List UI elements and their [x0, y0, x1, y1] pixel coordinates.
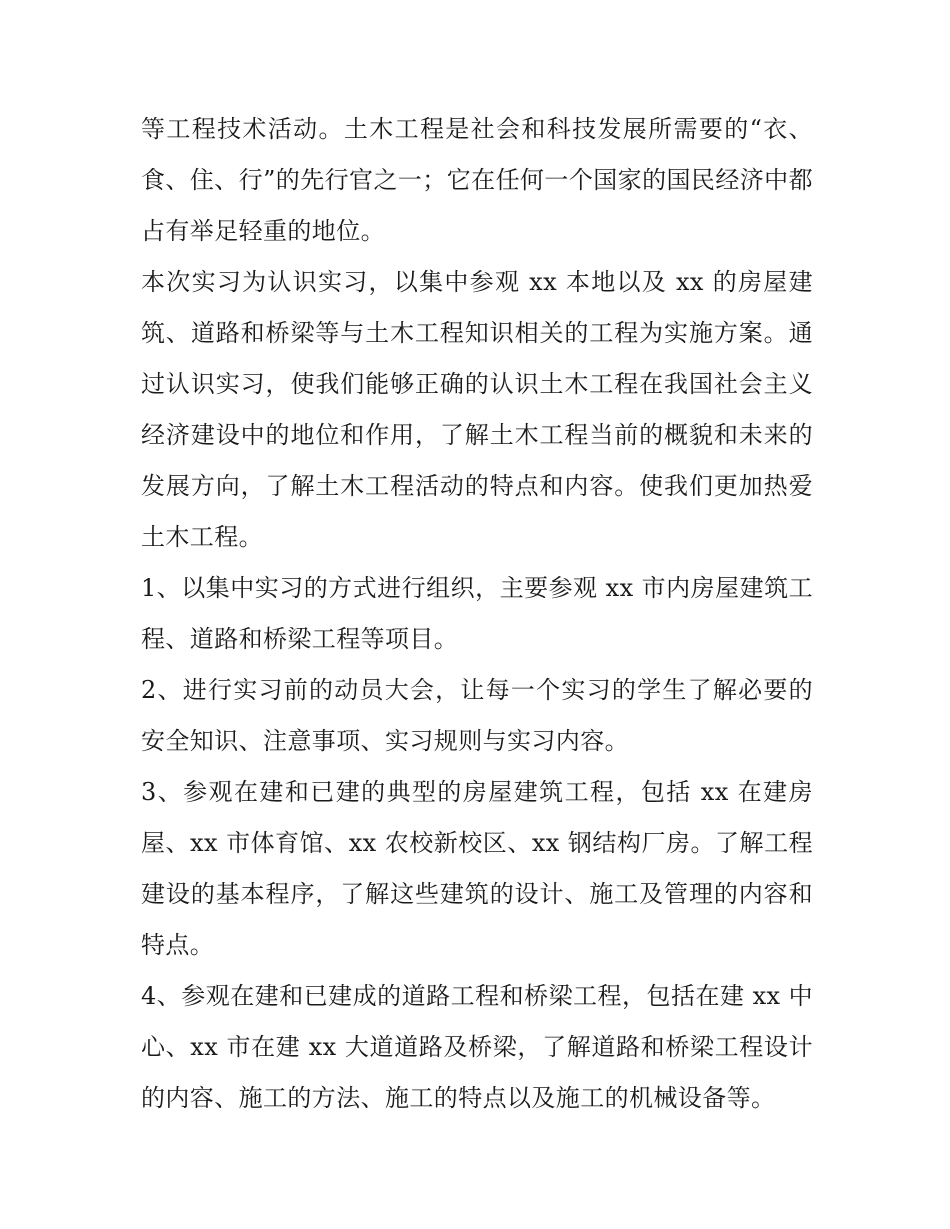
list-item-2: 2、进行实习前的动员大会，让每一个实习的学生了解必要的安全知识、注意事项、实习规则与实习内容。 — [141, 676, 813, 755]
list-item-1: 1、以集中实习的方式进行组织，主要参观 xx 市内房屋建筑工程、道路和桥梁工程等项目。 — [141, 574, 813, 653]
list-item-3: 3、参观在建和已建的典型的房屋建筑工程，包括 xx 在建房屋、xx 市体育馆、xx 农校新校区、xx 钢结构厂房。了解工程建设的基本程序，了解这些建筑的设计、施工及管理的内容和特点。 — [141, 778, 813, 959]
paragraph-internship-overview: 本次实习为认识实习，以集中参观 xx 本地以及 xx 的房屋建筑、道路和桥梁等与土木工程知识相关的工程为实施方案。通过认识实习，使我们能够正确的认识土木工程在我国社会主义经济建设中的地位和作用，了解土木工程当前的概貌和未来的发展方向，了解土木工程活动的特点和内容。使我们更加热爱土木工程。 — [141, 268, 813, 551]
list-item-4: 4、参观在建和已建成的道路工程和桥梁工程，包括在建 xx 中心、xx 市在建 xx 大道道路及桥梁，了解道路和桥梁工程设计的内容、施工的方法、施工的特点以及施工的机械设备等。 — [141, 982, 813, 1112]
document-body — [141, 104, 813, 1124]
paragraph-intro-continuation: 等工程技术活动。土木工程是社会和科技发展所需要的“衣、食、住、行”的先行官之一；它在任何一个国家的国民经济中都占有举足轻重的地位。 — [141, 115, 813, 245]
